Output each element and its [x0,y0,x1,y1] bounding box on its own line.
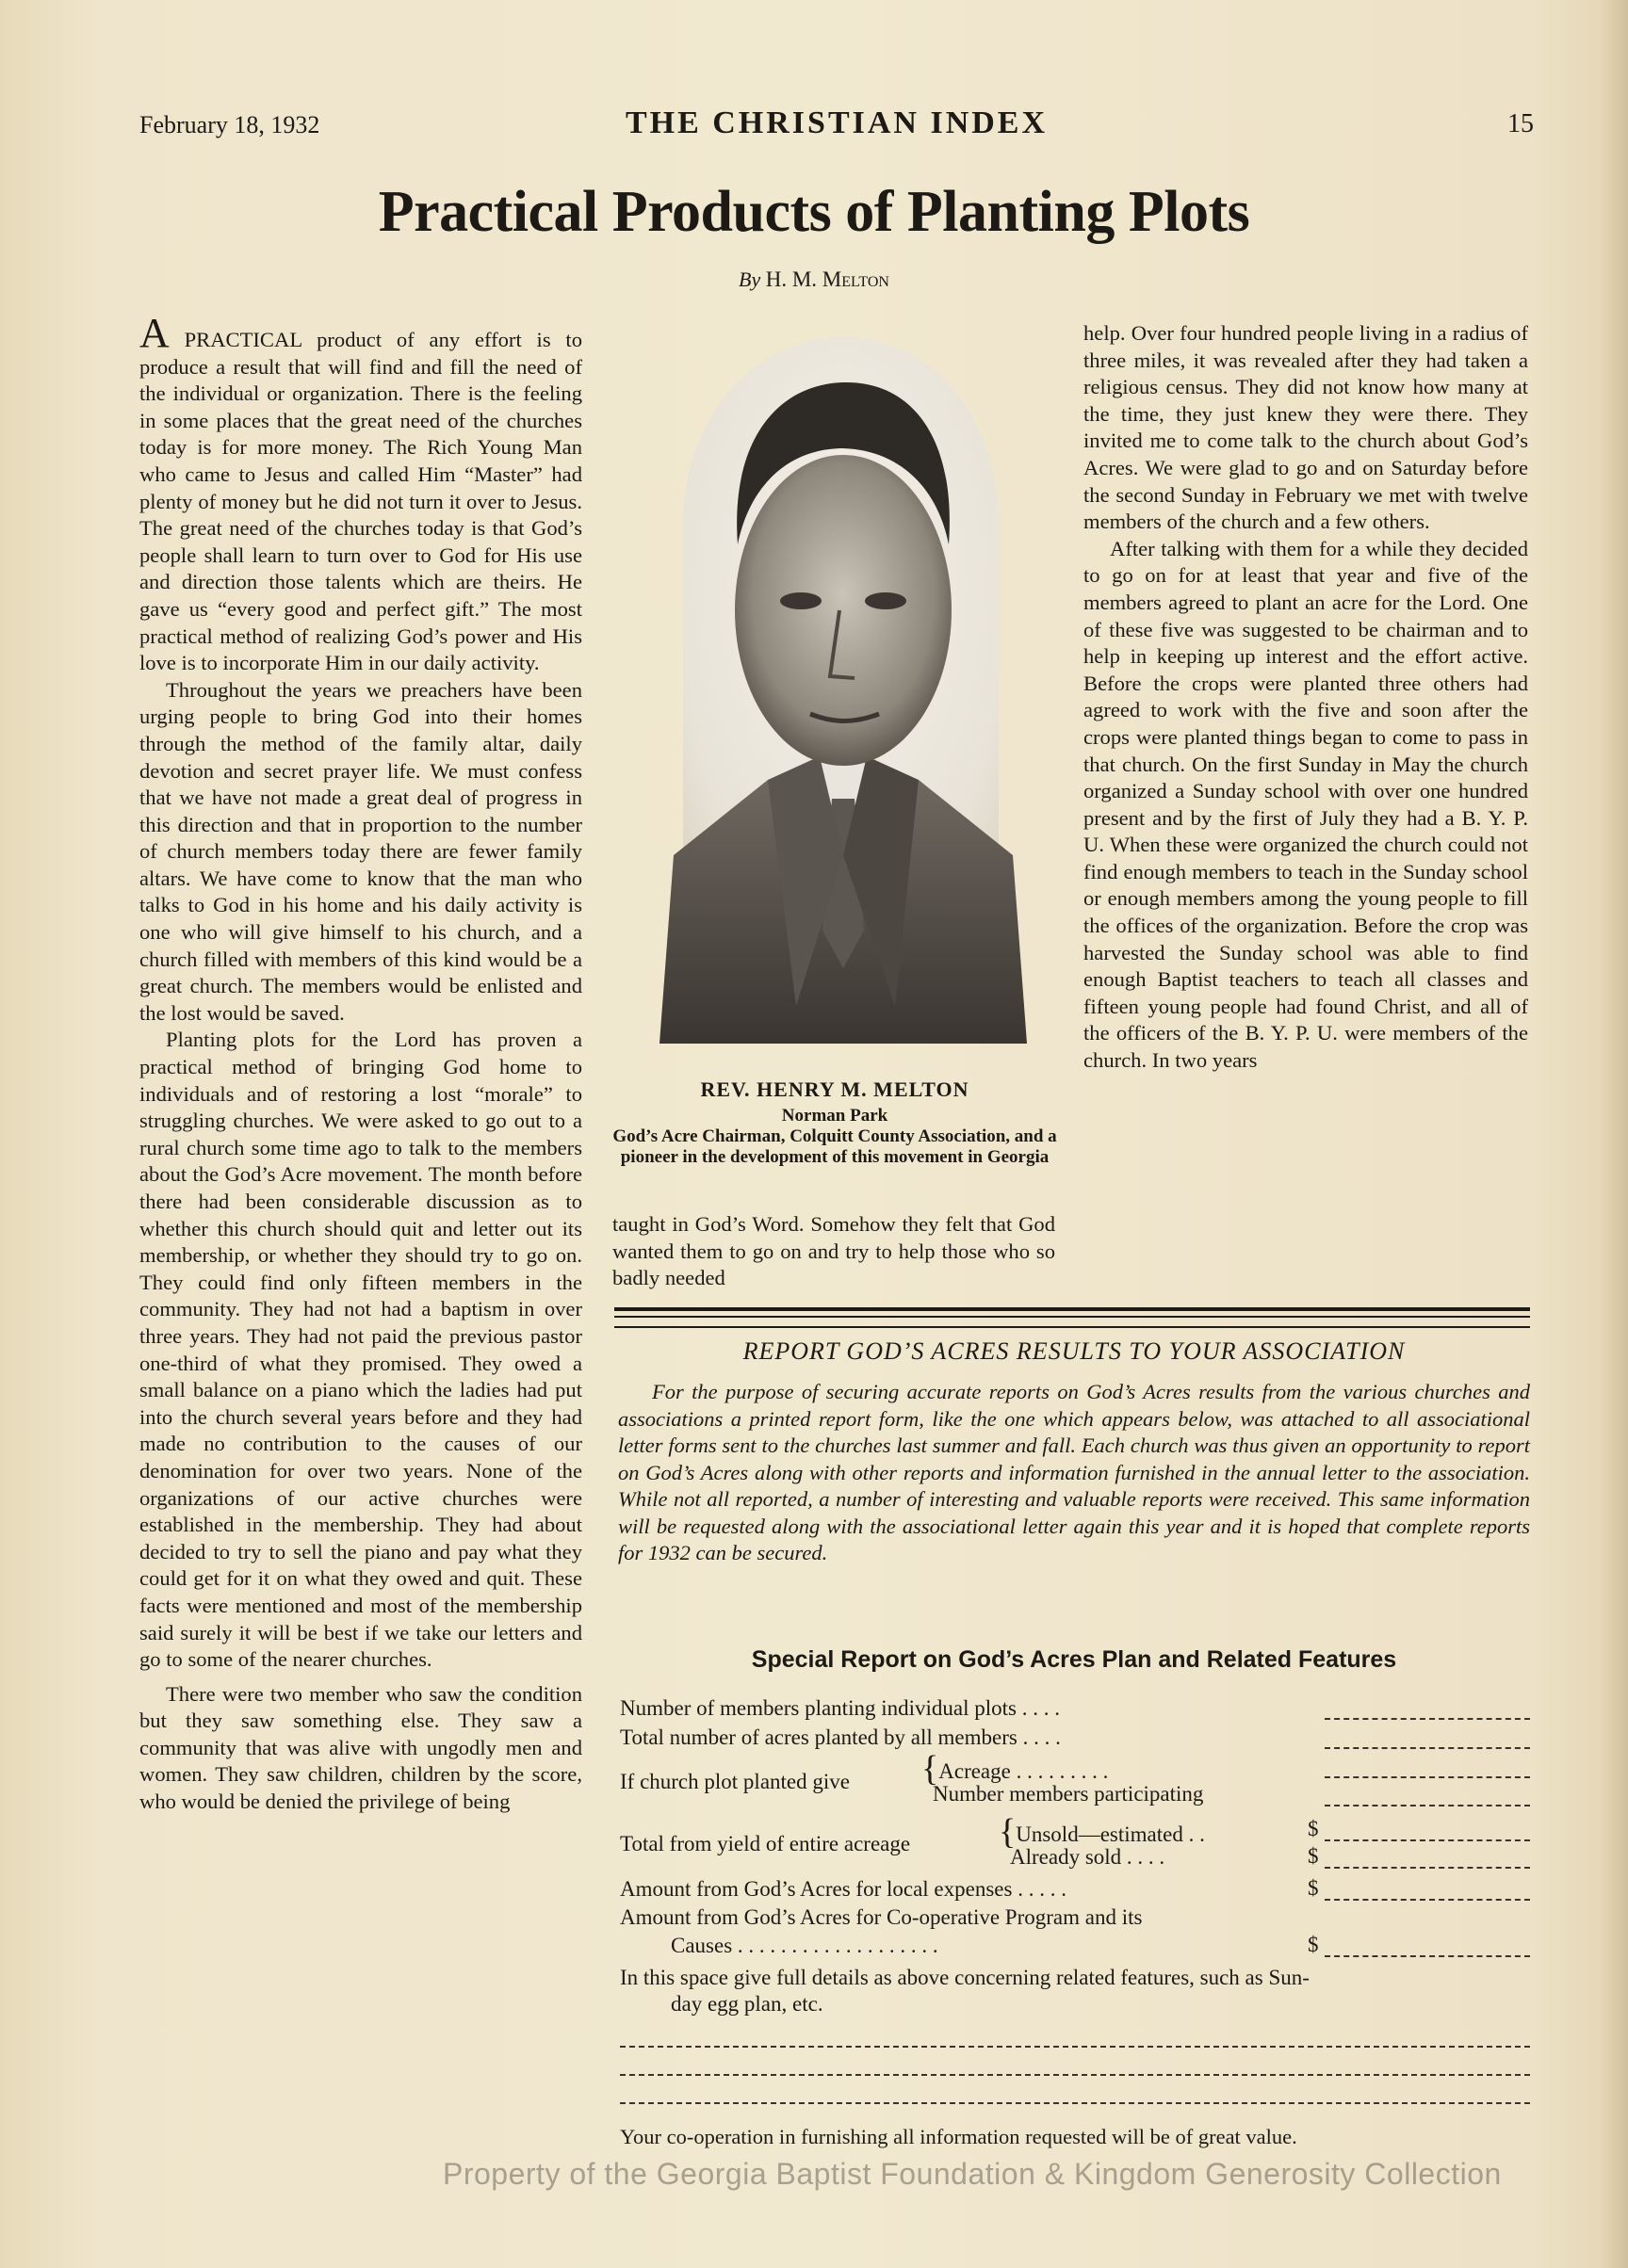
form-label-local-expenses: Amount from God’s Acres for local expenses . . . . . [620,1877,1066,1901]
paragraph: Throughout the years we preachers have been urging people to bring God into their homes through the method of the family altar, daily devotion and secret prayer life. We must confess that we have not made a great deal of progress in this direction and that in proportion to the number of church members today there are fewer family altars. We have come to know that the man who talks to God in his home and his daily activity is one who will give himself to his church, and a church filled with members of this kind would be a great church. The members would be enlisted and the lost would be saved. [139,677,582,1025]
caption-description: God’s Acre Chairman, Colquitt County Association, and a pioneer in the development of this movement in Georgia [612,1126,1057,1167]
publication-name: THE CHRISTIAN INDEX [625,105,1049,140]
paragraph: After talking with them for a while they decided to go on for at least that year and five of the members agreed to plant an acre for the Lord. One of these five was suggested to be chairman and to help in keeping up interest and the effort active. Before the crops were planted three others had agreed to work with the five and soon after the crops were planted things began to come to pass in that church. On the first Sunday in May the church organized a Sunday school with over one hundred present and by the first of July they had a B. Y. P. U. When these were organized the church could not find enough members to teach in the Sunday school or enough members among the young people to fill the offices of the organization. Before the crop was harvested the Sunday school was able to find enough Baptist teachers to teach all classes and fifteen young people had found Christ, and all of the officers of the B. Y. P. U. were members of the church. In two years [1083,536,1528,1073]
article-column-3 [1083,320,1528,1075]
issue-date: February 18, 1932 [139,111,320,138]
page-number: 15 [1507,109,1534,138]
form-field-acreage[interactable] [1325,1776,1530,1778]
form-label-related-features-2: day egg plan, etc. [671,1992,823,2016]
write-in-line[interactable] [620,2102,1530,2104]
form-label-yield: Total from yield of entire acreage [620,1832,911,1855]
write-in-line[interactable] [620,2046,1530,2048]
form-label-members-planting: Number of members planting individual plots . . . . [620,1696,1060,1720]
form-field-coop-program[interactable] [1325,1955,1530,1957]
byline-author: H. M. Melton [765,267,889,291]
author-portrait [655,328,1027,1053]
church-plot-label: If church plot planted give [620,1770,850,1793]
form-field-participating[interactable] [1325,1805,1530,1806]
article-column-2 [612,1211,1055,1292]
dollar-sign: $ [1308,1817,1319,1840]
dollar-sign: $ [1308,1844,1319,1868]
form-field-unsold[interactable] [1325,1839,1530,1841]
form-field-already-sold[interactable] [1325,1867,1530,1869]
form-label-participating: Number members participating [933,1782,1204,1806]
collection-watermark: Property of the Georgia Baptist Foundation & Kingdom Generosity Collection [443,2157,1502,2191]
form-field-total-acres[interactable] [1325,1747,1530,1749]
form-label-already-sold: Already sold . . . . [1010,1845,1165,1869]
form-field-local-expenses[interactable] [1325,1899,1530,1901]
report-heading: REPORT GOD’S ACRES RESULTS TO YOUR ASSOCIATION [742,1337,1406,1365]
form-title: Special Report on God’s Acres Plan and Related Features [751,1646,1397,1673]
paragraph: taught in God’s Word. Somehow they felt that God wanted them to go on and try to help those who so badly needed [612,1212,1055,1290]
form-label-coop-program: Amount from God’s Acres for Co-operative Program and its [620,1905,1143,1929]
write-in-line[interactable] [620,2074,1530,2076]
brace-icon: { [999,1812,1017,1852]
form-field-members-planting[interactable] [1325,1718,1530,1720]
caption-name: REV. HENRY M. MELTON [700,1077,969,1101]
form-label-coop-causes: Causes . . . . . . . . . . . . . . . . . . . [671,1934,938,1957]
article-column-1 [139,310,582,1816]
article-byline [0,267,1628,292]
form-label-related-features: In this space give full details as above concerning related features, such as Sun- [620,1966,1310,1989]
form-label-total-acres: Total number of acres planted by all members . . . . [620,1725,1061,1749]
caption-place: Norman Park [781,1106,888,1126]
closing-note: Your co-operation in furnishing all information requested will be of great value. [620,2125,1297,2148]
box-top-rule [614,1307,1530,1328]
form-label-church-plot [620,1769,850,1795]
acreage-label: Acreage . . . . . . . . . [938,1759,1109,1783]
report-intro: For the purpose of securing accurate reports on God’s Acres results from the various churches and associations a printed report form, like the one which appears below, was attached to all associational letter forms sent to the churches last summer and fall. Each church was thus given an opportunity to report on God’s Acres along with other reports and information furnished in the annual letter to the association. While not all reported, a number of interesting and valuable reports were received. This same information will be requested along with the associational letter again this year and it is hoped that complete reports for 1932 can be secured. [618,1380,1530,1564]
paragraph: A PRACTICAL product of any effort is to produce a result that will find and fill the need of the individual or organization. There is the feeling in some places that the great need of the churches today is for more money. The Rich Young Man who came to Jesus and called Him “Master” had plenty of money but he did not turn it over to Jesus. The great need of the churches today is that God’s people shall learn to turn over to God for His use and direction those talents which are theirs. He gave us “every good and perfect gift.” The most practical method of realizing God’s power and His love is to incorporate Him in our daily activity. [139,310,582,675]
byline-prefix: By [739,267,761,291]
page-edge-shadow [1600,0,1628,2268]
paragraph: help. Over four hundred people living in a radius of three miles, it was revealed after they had taken a religious census. They did not know how many at the time, they just knew they were there. They invited me to come talk to the church about God’s Acres. We were glad to go and on Saturday before the second Sunday in February we met with twelve members of the church and a few others. [1083,321,1528,534]
photo-caption [610,1079,1059,1168]
paragraph: Planting plots for the Lord has proven a practical method of bringing God home to individuals and of restoring a lost “morale” to struggling churches. We were asked to go out to a rural church some time ago to talk to the members about the God’s Acre movement. The month before there had been considerable discussion as to whether this church should quit and letter out its membership, or whether they should try to go on. They could find only fifteen members in the community. They had not had a baptism in over three years. They had not paid the previous pastor one-third of what they promised. They owed a small balance on a piano which the ladies had put into the church several years before and they had made no contribution to the causes of our denomination for over two years. None of the organizations of our active churches were established in the membership. They had about decided to try to sell the piano and pay what they could get for it on what they owed and quit. These facts were mentioned and most of the membership said surely it will be best if we take our letters and go to some of the nearer churches. [139,1028,582,1672]
page-header [139,105,1534,147]
unsold-label: Unsold—estimated . . [1016,1822,1205,1846]
report-box [618,1337,1530,1567]
brace-icon: { [921,1749,939,1789]
paragraph: There were two member who saw the condition but they saw something else. They saw a community that was alive with ungodly men and women. They saw children, children by the score, who would be denied the privilege of being [139,1681,582,1814]
article-title: Practical Products of Planting Plots [378,180,1250,244]
dollar-sign: $ [1308,1876,1319,1900]
dollar-sign: $ [1308,1933,1319,1956]
